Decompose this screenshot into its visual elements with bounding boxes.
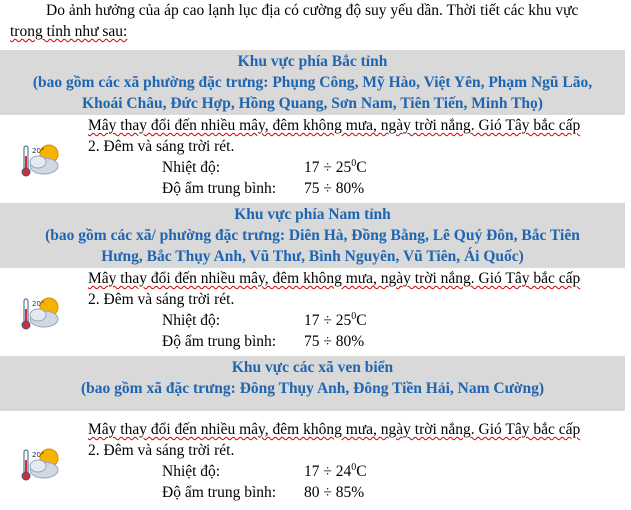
forecast-text bbox=[88, 419, 625, 503]
temperature-label: Nhiệt độ: bbox=[162, 159, 221, 176]
intro-paragraph bbox=[0, 0, 631, 42]
temperature-row bbox=[88, 157, 625, 178]
forecast-line-2: 2. Đêm và sáng trời rét. bbox=[88, 442, 235, 459]
humidity-value: 80 ÷ 85% bbox=[304, 484, 365, 501]
humidity-value: 75 ÷ 80% bbox=[304, 333, 365, 350]
region-desc-line-2: Hưng, Bắc Thụy Anh, Vũ Thư, Bình Nguyên, Vũ Tiên, Ái Quốc) bbox=[101, 248, 524, 265]
intro-line-2: trong tỉnh như sau: bbox=[10, 23, 128, 40]
partly-cloudy-thermometer-icon bbox=[20, 444, 64, 484]
region-desc-line-1: (bao gồm các xã phường đặc trưng: Phụng Công, Mỹ Hào, Việt Yên, Phạm Ngũ Lão, bbox=[32, 74, 593, 91]
humidity-label: Độ ẩm trung bình: bbox=[162, 484, 277, 501]
region-desc-line-2: Khoái Châu, Đức Hợp, Hồng Quang, Sơn Nam, Tiên Tiến, Minh Thọ) bbox=[82, 95, 543, 112]
forecast-block-north bbox=[0, 115, 625, 203]
humidity-row bbox=[88, 331, 625, 352]
svg-text:20°: 20° bbox=[32, 451, 45, 459]
humidity-label: Độ ẩm trung bình: bbox=[162, 333, 277, 350]
temperature-row bbox=[88, 461, 625, 482]
svg-text:20°: 20° bbox=[32, 300, 45, 308]
temperature-label: Nhiệt độ: bbox=[162, 312, 221, 329]
temperature-value: $17 \div 24^0C$ bbox=[304, 461, 367, 480]
forecast-line-1: Mây thay đổi đến nhiều mây, đêm không mưa, ngày trời nắng. Gió Tây bắc cấp bbox=[88, 421, 581, 438]
forecast-line-2: 2. Đêm và sáng trời rét. bbox=[88, 291, 235, 308]
temperature-value: $17 \div 25^0C$ bbox=[304, 157, 367, 176]
humidity-row bbox=[88, 178, 625, 199]
forecast-line-1: Mây thay đổi đến nhiều mây, đêm không mưa, ngày trời nắng. Gió Tây bắc cấp bbox=[88, 270, 581, 287]
temperature-value: $17 \div 25^0C$ bbox=[304, 310, 367, 329]
forecast-block-coastal bbox=[0, 419, 625, 507]
region-desc-line-1: (bao gồm các xã/ phường đặc trưng: Diên Hà, Đồng Bằng, Lê Quý Đôn, Bắc Tiên bbox=[45, 227, 580, 244]
region-title: Khu vực phía Bắc tỉnh bbox=[237, 53, 388, 70]
humidity-label: Độ ẩm trung bình: bbox=[162, 180, 277, 197]
region-desc-line-1: (bao gồm xã đặc trưng: Đông Thụy Anh, Đông Tiền Hải, Nam Cường) bbox=[81, 380, 544, 397]
partly-cloudy-thermometer-icon bbox=[20, 293, 64, 333]
svg-text:20°: 20° bbox=[32, 147, 45, 155]
region-header-north bbox=[0, 50, 625, 115]
partly-cloudy-thermometer-icon bbox=[20, 140, 64, 180]
temperature-label: Nhiệt độ: bbox=[162, 463, 221, 480]
region-title: Khu vực phía Nam tỉnh bbox=[234, 206, 391, 223]
forecast-text bbox=[88, 268, 625, 352]
forecast-line-1: Mây thay đổi đến nhiều mây, đêm không mưa, ngày trời nắng. Gió Tây bắc cấp bbox=[88, 117, 581, 134]
region-header-south bbox=[0, 203, 625, 268]
region-title: Khu vực các xã ven biển bbox=[231, 359, 394, 376]
forecast-text bbox=[88, 115, 625, 199]
region-header-coastal bbox=[0, 356, 625, 411]
forecast-block-south bbox=[0, 268, 625, 356]
intro-line-1: Do ảnh hưởng của áp cao lạnh lục địa có cường độ suy yếu dần. Thời tiết các khu vực bbox=[46, 2, 579, 19]
humidity-row bbox=[88, 482, 625, 503]
forecast-line-2: 2. Đêm và sáng trời rét. bbox=[88, 138, 235, 155]
humidity-value: 75 ÷ 80% bbox=[304, 180, 365, 197]
temperature-row bbox=[88, 310, 625, 331]
